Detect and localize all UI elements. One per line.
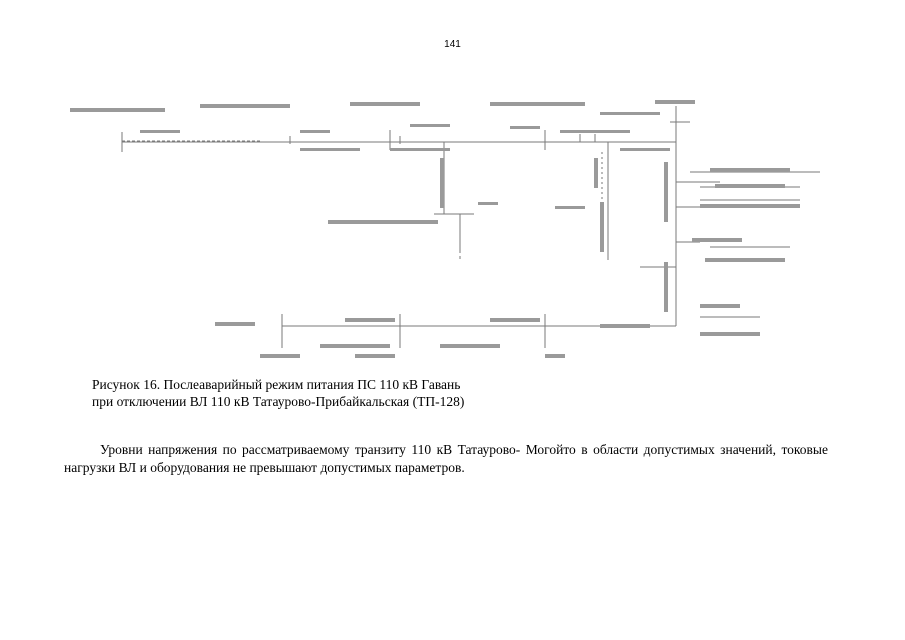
network-scheme-diagram xyxy=(60,92,840,370)
page-number: 141 xyxy=(444,39,461,50)
figure-caption-line-1: Рисунок 16. Послеаварийный режим питания ПС 110 кВ Гавань xyxy=(92,377,461,392)
figure-caption xyxy=(92,376,464,410)
body-paragraph: Уровни напряжения по рассматриваемому транзиту 110 кВ Татаурово- Могойто в области допустимых значений, токовые нагрузки ВЛ и оборудования не превышают допустимых параметров. xyxy=(64,442,828,475)
figure-caption-line-2: при отключении ВЛ 110 кВ Татаурово-Прибайкальская (ТП-128) xyxy=(92,394,465,409)
